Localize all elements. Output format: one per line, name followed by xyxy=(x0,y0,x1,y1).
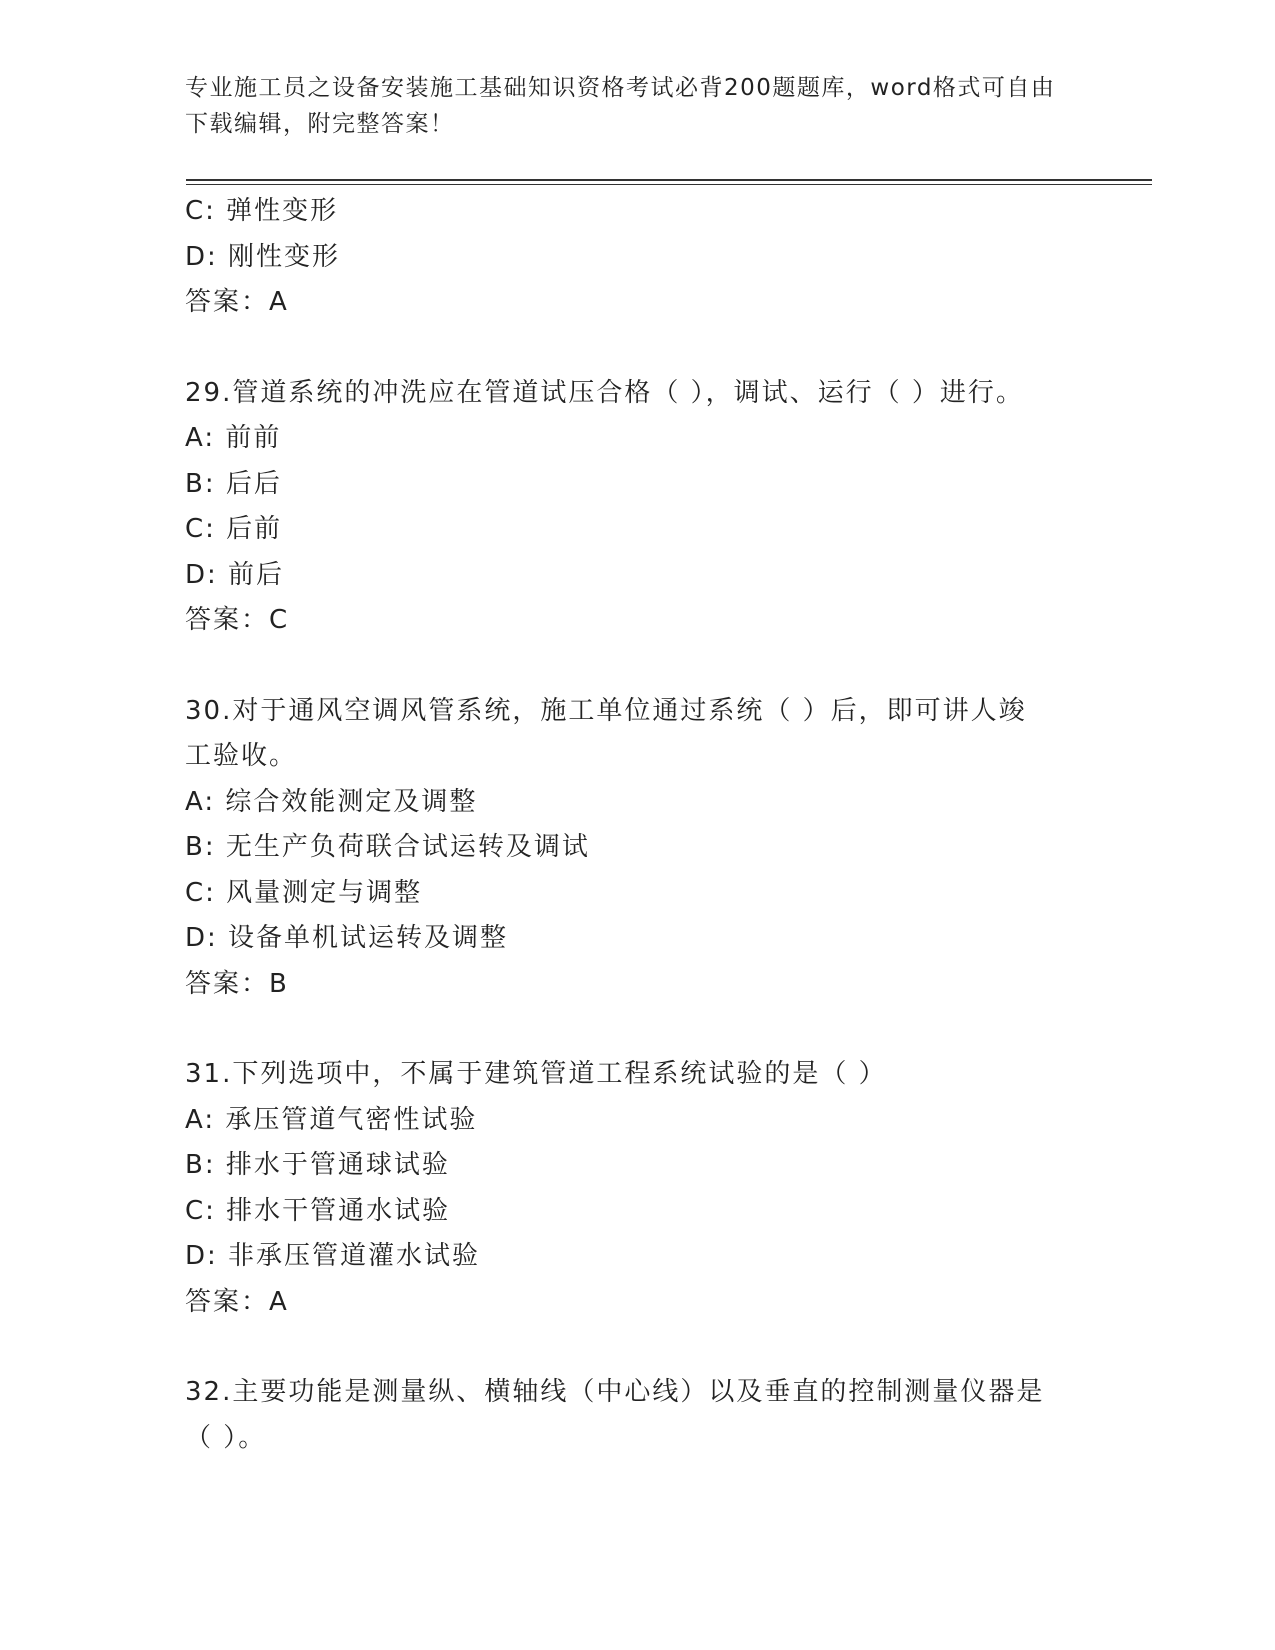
question-text: 32.主要功能是测量纵、横轴线（中心线）以及垂直的控制测量仪器是 xyxy=(185,1377,1045,1407)
question-list xyxy=(185,189,1085,1461)
option-d: D: 前后 xyxy=(185,559,285,590)
question-text-continued: 工验收。 xyxy=(185,741,298,771)
header-divider-thick xyxy=(186,179,1152,181)
continued-question xyxy=(185,189,1085,326)
question-text: 29.管道系统的冲洗应在管道试压合格（ ），调试、运行（ ）进行。 xyxy=(185,377,1024,408)
option-a: A: 综合效能测定及调整 xyxy=(185,786,478,817)
option-d: D: 刚性变形 xyxy=(185,241,341,272)
question-30 xyxy=(185,689,1085,1008)
option-a: A: 前前 xyxy=(185,423,282,453)
header-line-2: 下载编辑，附完整答案！ xyxy=(185,111,455,137)
option-d: D: 非承压管道灌水试验 xyxy=(185,1241,481,1271)
answer: 答案：C xyxy=(185,605,290,635)
option-d: D: 设备单机试运转及调整 xyxy=(185,923,509,953)
option-b: B: 无生产负荷联合试运转及调试 xyxy=(185,832,590,862)
option-a: A: 承压管道气密性试验 xyxy=(185,1104,478,1135)
option-c: C: 排水干管通水试验 xyxy=(185,1195,451,1226)
answer: 答案：A xyxy=(185,1286,289,1317)
header-divider-thin xyxy=(186,184,1152,185)
option-b: B: 排水于管通球试验 xyxy=(185,1150,450,1180)
question-32 xyxy=(185,1370,1085,1461)
document-header xyxy=(185,70,1065,142)
header-line-1: 专业施工员之设备安装施工基础知识资格考试必背200题题库，word格式可自由 xyxy=(185,75,1056,101)
option-c: C: 弹性变形 xyxy=(185,196,339,226)
option-c: C: 风量测定与调整 xyxy=(185,877,423,908)
question-text: 30.对于通风空调风管系统，施工单位通过系统（ ）后，即可讲人竣 xyxy=(185,695,1027,726)
answer: 答案：A xyxy=(185,287,289,317)
answer: 答案：B xyxy=(185,968,289,999)
option-c: C: 后前 xyxy=(185,514,283,544)
question-text: 31.下列选项中，不属于建筑管道工程系统试验的是（ ） xyxy=(185,1059,887,1089)
question-31 xyxy=(185,1052,1085,1325)
question-29 xyxy=(185,371,1085,644)
question-text-continued: （ ）。 xyxy=(185,1422,267,1453)
option-b: B: 后后 xyxy=(185,468,282,499)
